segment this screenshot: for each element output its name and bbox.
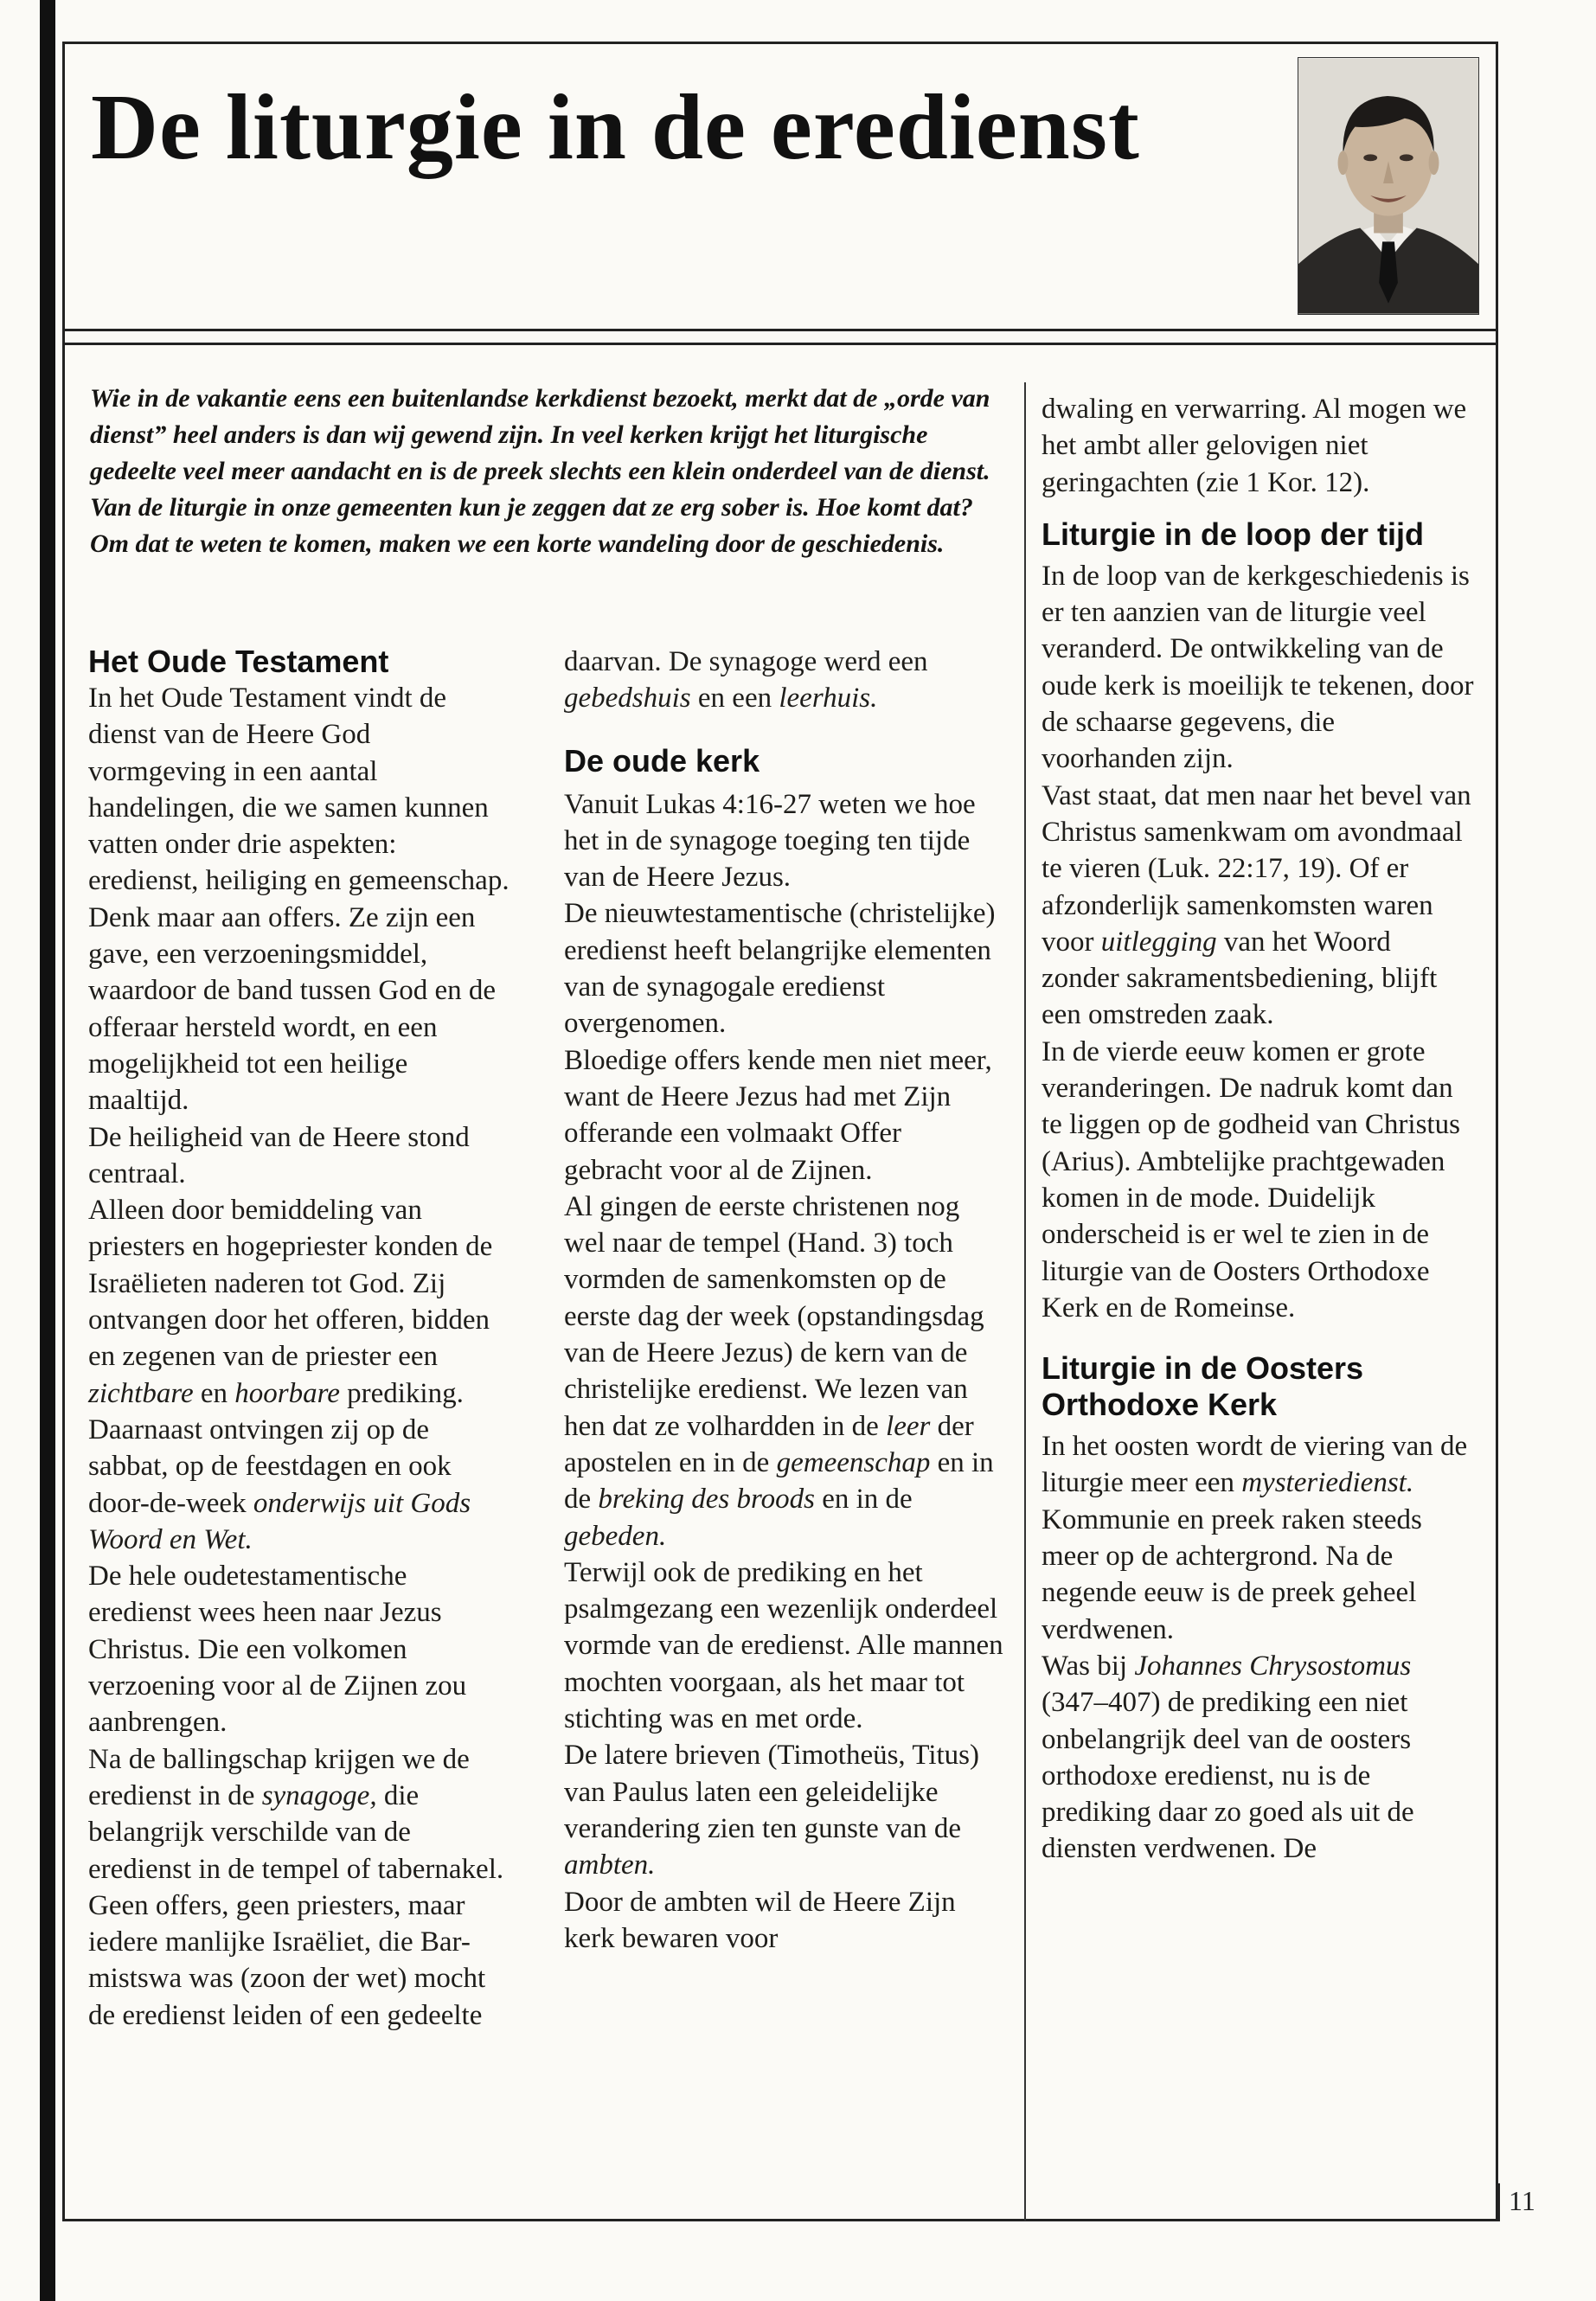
page-number-rule [1498,2183,1500,2221]
paragraph: Daarnaast ontvingen zij op de sabbat, op de feestdagen en ook door-de-week onderwijs uit Gods Woord en Wet. [88,1413,471,1555]
paragraph: Vast staat, dat men naar het bevel van Christus samenkwam om avondmaal te vieren (Luk. 22:17, 19). Of er afzonderlijk samenkomsten waren voor uitlegging van het Woord zonder sakramentsbediening, blijft een omstreden zaak. [1042,779,1471,1031]
paragraph: Terwijl ook de prediking en het psalmgezang een wezenlijk onderdeel vormde van de eredienst. Alle mannen mochten voorgaan, als het maar tot stichting was en met orde. [564,1556,1003,1735]
article-title: De liturgie in de eredienst [91,76,1140,179]
column-1 [88,644,512,2034]
paragraph: Bloedige offers kende men niet meer, want de Heere Jezus had met Zijn offerande een volmaakt Offer gebracht voor al de Zijnen. [564,1044,992,1186]
section-heading-oude-kerk: De oude kerk [564,742,760,779]
paragraph: daarvan. De synagoge werd een gebedshuis en een leerhuis. [564,646,928,715]
paragraph: Was bij Johannes Chrysostomus (347–407) de prediking een niet onbelangrijk deel van de oosters orthodoxe eredienst, nu is de prediking daar zo goed als uit de diensten verdwenen. De [1042,1650,1414,1865]
paragraph: De heiligheid van de Heere stond centraal. [88,1121,470,1189]
section-heading-oude-testament: Het Oude Testament [88,644,389,679]
article-intro: Wie in de vakantie eens een buitenlandse kerkdienst bezoekt, merkt dat de „orde van dienst” heel anders is dan wij gewend zijn. In veel kerken krijgt het liturgische gedeelte veel meer aandacht en is de preek slechts een klein onderdeel van de dienst. Van de liturgie in onze gemeenten kun je zeggen dat ze erg sober is. Hoe komt dat? Om dat te weten te komen, maken we een korte wandeling door de geschiedenis. [90,384,990,558]
paragraph: In het Oude Testament vindt de dienst van de Heere God vormgeving in een aantal handelingen, die we samen kunnen vatten onder drie aspekten: eredienst, heiliging en gemeenschap. Denk maar aan offers. Ze zijn een gave, een verzoeningsmiddel, waardoor de band tussen God en de offeraar hersteld wordt, en een mogelijkheid tot een heilige maaltijd. [88,683,510,1117]
section-heading-oosters-orthodoxe-kerk: Liturgie in de Oosters Orthodoxe Kerk [1042,1350,1364,1423]
column-2 [564,644,1005,1957]
paragraph: In de vierde eeuw komen er grote veranderingen. De nadruk komt dan te liggen op de godheid van Christus (Arius). Ambtelijke prachtgewaden komen in de mode. Duidelijk onderscheid is er wel te zien in de liturgie van de Oosters Orthodoxe Kerk en de Romeinse. [1042,1035,1460,1324]
page-number: 11 [1509,2185,1535,2216]
paragraph: Vanuit Lukas 4:16-27 weten we hoe het in de synagoge toeging ten tijde van de Heere Jezus. [564,788,976,894]
paragraph: Al gingen de eerste christenen nog wel naar de tempel (Hand. 3) toch vormden de samenkomsten op de eerste dag der week (opstandingsdag van de Heere Jezus) de kern van de christelijke eredienst. We lezen van hen dat ze volhardden in de leer der apostelen en in de gemeenschap en in de breking des broods en in de gebeden. [564,1190,994,1552]
paragraph: In de loop van de kerkgeschiedenis is er ten aanzien van de liturgie veel veranderd. De ontwikkeling van de oude kerk is moeilijk te tekenen, door de schaarse gegevens, die voorhanden zijn. [1042,560,1474,775]
author-portrait [1298,57,1479,315]
paragraph: De hele oudetestamentische eredienst wees heen naar Jezus Christus. Die een volkomen verzoening voor al de Zijnen zou aanbrengen. [88,1561,467,1739]
portrait-photo [1298,58,1478,314]
paragraph: Na de ballingschap krijgen we de eredienst in de synagoge, die belangrijk verschilde van de eredienst in de tempel of tabernakel. [88,1743,504,1885]
section-heading-loop-der-tijd: Liturgie in de loop der tijd [1042,516,1424,552]
column-divider [1024,382,1026,2221]
paragraph: Door de ambten wil de Heere Zijn kerk bewaren voor [564,1886,956,1954]
paragraph: dwaling en verwarring. Al mogen we het ambt aller gelovigen niet geringachten (zie 1 Kor. 12). [1042,394,1467,498]
paragraph: De latere brieven (Timotheüs, Titus) van Paulus laten een geleidelijke verandering zien ten gunste van de ambten. [564,1740,979,1881]
paragraph: De nieuwtestamentische (christelijke) eredienst heeft belangrijke elementen van de synagogale eredienst overgenomen. [564,898,996,1040]
paragraph: Geen offers, geen priesters, maar iedere manlijke Israëliet, die Bar-mistswa was (zoon der wet) mocht de eredienst leiden of een gedeelte [88,1889,486,2031]
column-3 [1042,391,1474,1868]
binding-edge [40,0,55,2301]
title-double-rule [62,343,1498,345]
paragraph: Alleen door bemiddeling van priesters en hogepriester konden de Israëlieten naderen tot God. Zij ontvangen door het offeren, bidden en zegenen van de priester een zichtbare en hoorbare prediking. [88,1195,493,1409]
paragraph: In het oosten wordt de viering van de liturgie meer een mysteriedienst. Kommunie en preek raken steeds meer op de achtergrond. Na de negende eeuw is de preek geheel verdwenen. [1042,1431,1468,1645]
